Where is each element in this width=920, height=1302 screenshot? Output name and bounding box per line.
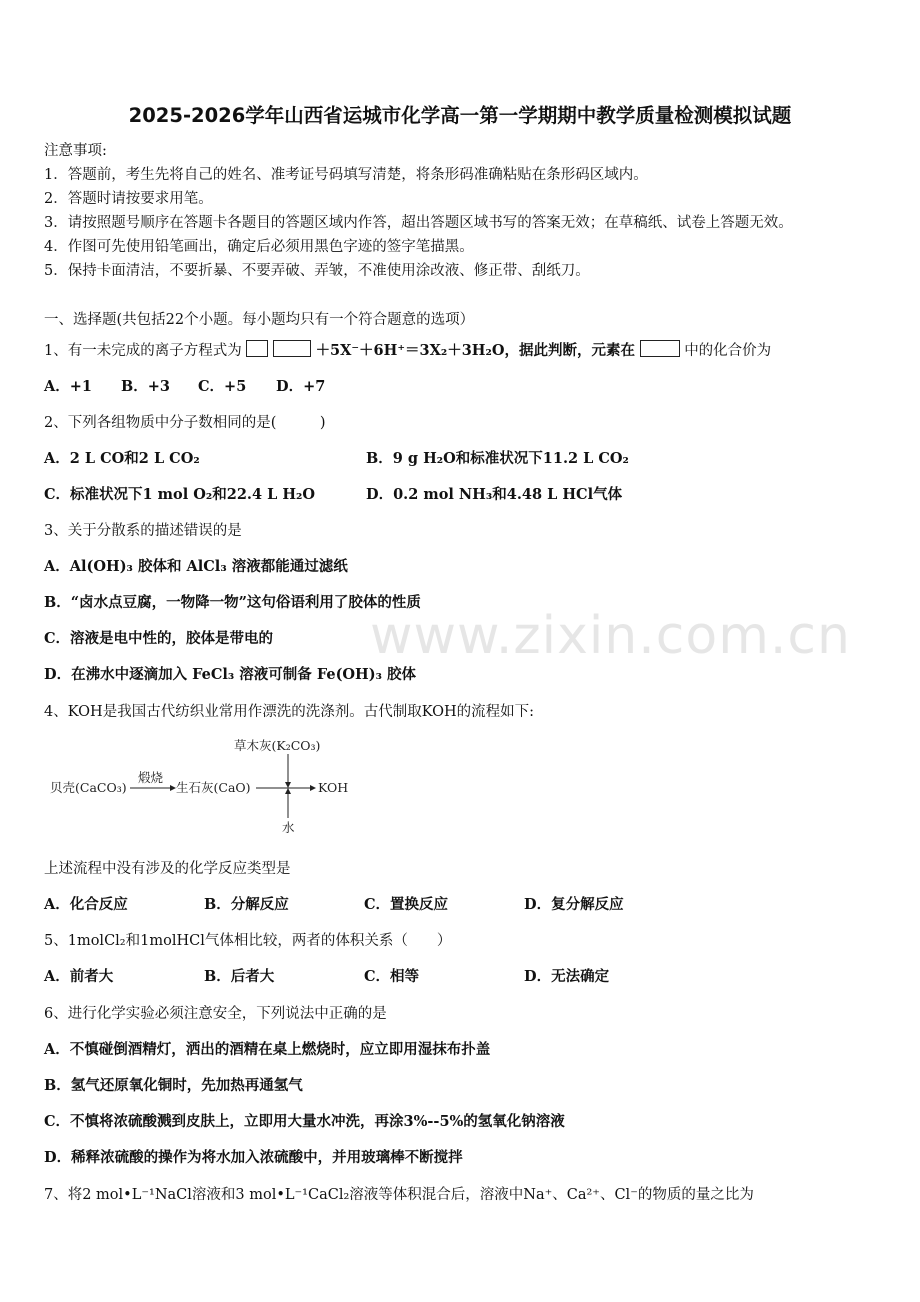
option-a: A．Al(OH)₃ 胶体和 AlCl₃ 溶液都能通过滤纸: [44, 558, 348, 575]
option-d: D．在沸水中逐滴加入 FeCl₃ 溶液可制备 Fe(OH)₃ 胶体: [44, 666, 417, 683]
question-3: 3、关于分散系的描述错误的是: [44, 523, 242, 539]
option-a: A．+1: [44, 378, 92, 395]
option-c: C．溶液是电中性的，胶体是带电的: [44, 630, 274, 647]
notice-heading: 注意事项:: [44, 143, 107, 159]
watermark: www.zixin.com.cn: [370, 606, 851, 666]
option-c: C．置换反应: [364, 896, 449, 913]
section-heading: 一、选择题(共包括22个小题。每小题均只有一个符合题意的选项）: [44, 312, 475, 328]
option-b: B．氢气还原氧化铜时，先加热再通氢气: [44, 1077, 303, 1094]
option-a: A．前者大: [44, 968, 114, 985]
question-6: 6、进行化学实验必须注意安全，下列说法中正确的是: [44, 1006, 387, 1022]
diagram-product: KOH: [318, 780, 349, 795]
page-title: 2025-2026学年山西省运城市化学高一第一学期期中教学质量检测模拟试题: [128, 104, 792, 127]
notice-item: 1．答题前，考生先将自己的姓名、准考证号码填写清楚，将条形码准确粘贴在条形码区域内。: [44, 167, 648, 183]
diagram-arrow-head: [285, 788, 291, 794]
option-b: B．+3: [121, 378, 170, 395]
diagram-arrow-head: [310, 785, 316, 791]
option-d: D．0.2 mol NH₃和4.48 L HCl气体: [366, 486, 623, 503]
option-b: B．9 g H₂O和标准状况下11.2 L CO₂: [366, 450, 629, 467]
option-c: C．相等: [364, 968, 420, 985]
diagram-middle: 生石灰(CaO): [176, 780, 251, 795]
question-1-suffix: 中的化合价为: [684, 343, 772, 359]
blank-box: [273, 340, 311, 357]
question-7: 7、将2 mol•L⁻¹NaCl溶液和3 mol•L⁻¹CaCl₂溶液等体积混合后，溶液中Na⁺、Ca²⁺、Cl⁻的物质的量之比为: [44, 1187, 754, 1203]
option-c: C．标准状况下1 mol O₂和22.4 L H₂O: [44, 486, 316, 503]
diagram-start: 贝壳(CaCO₃): [50, 780, 127, 795]
option-b: B．分解反应: [204, 896, 289, 913]
option-c: C．不慎将浓硫酸溅到皮肤上，立即用大量水冲洗，再涂3%--5%的氢氧化钠溶液: [44, 1113, 565, 1130]
question-1-equation: ＋5X⁻＋6H⁺＝3X₂＋3H₂O，据此判断，元素在: [315, 342, 635, 359]
diagram-arrow-label: 煅烧: [138, 770, 164, 785]
notice-item: 5．保持卡面清洁，不要折暴、不要弄破、弄皱，不准使用涂改液、修正带、刮纸刀。: [44, 263, 590, 279]
question-4: 4、KOH是我国古代纺织业常用作漂洗的洗涤剂。古代制取KOH的流程如下:: [44, 704, 535, 720]
notice-item: 2．答题时请按要求用笔。: [44, 191, 213, 207]
option-a: A．不慎碰倒酒精灯，洒出的酒精在桌上燃烧时，应立即用湿抹布扑盖: [44, 1041, 491, 1058]
question-5: 5、1molCl₂和1molHCl气体相比较，两者的体积关系（ ）: [44, 933, 452, 949]
diagram-arrow-head: [285, 782, 291, 788]
diagram-top: 草木灰(K₂CO₃): [234, 738, 321, 753]
option-c: C．+5: [198, 378, 247, 395]
option-b: B．后者大: [204, 968, 275, 985]
option-d: D．稀释浓硫酸的操作为将水加入浓硫酸中，并用玻璃棒不断搅拌: [44, 1149, 463, 1166]
question-2: 2、下列各组物质中分子数相同的是( ): [44, 415, 326, 431]
question-1-prefix: 1、有一未完成的离子方程式为: [44, 343, 242, 359]
blank-box: [640, 340, 680, 357]
option-a: A．化合反应: [44, 896, 128, 913]
koh-process-diagram: [48, 732, 368, 840]
question-1: [44, 339, 771, 360]
option-b: B．“卤水点豆腐，一物降一物”这句俗语利用了胶体的性质: [44, 594, 421, 611]
option-d: D．无法确定: [524, 968, 610, 985]
diagram-bottom: 水: [282, 820, 295, 835]
option-d: D．+7: [276, 378, 326, 395]
option-a: A．2 L CO和2 L CO₂: [44, 450, 200, 467]
question-4-sub: 上述流程中没有涉及的化学反应类型是: [44, 861, 291, 877]
notice-item: 3．请按照题号顺序在答题卡各题目的答题区域内作答，超出答题区域书写的答案无效；在草稿纸、试卷上答题无效。: [44, 215, 793, 231]
notice-item: 4．作图可先使用铅笔画出，确定后必须用黑色字迹的签字笔描黑。: [44, 239, 474, 255]
option-d: D．复分解反应: [524, 896, 624, 913]
blank-box: [246, 340, 268, 357]
